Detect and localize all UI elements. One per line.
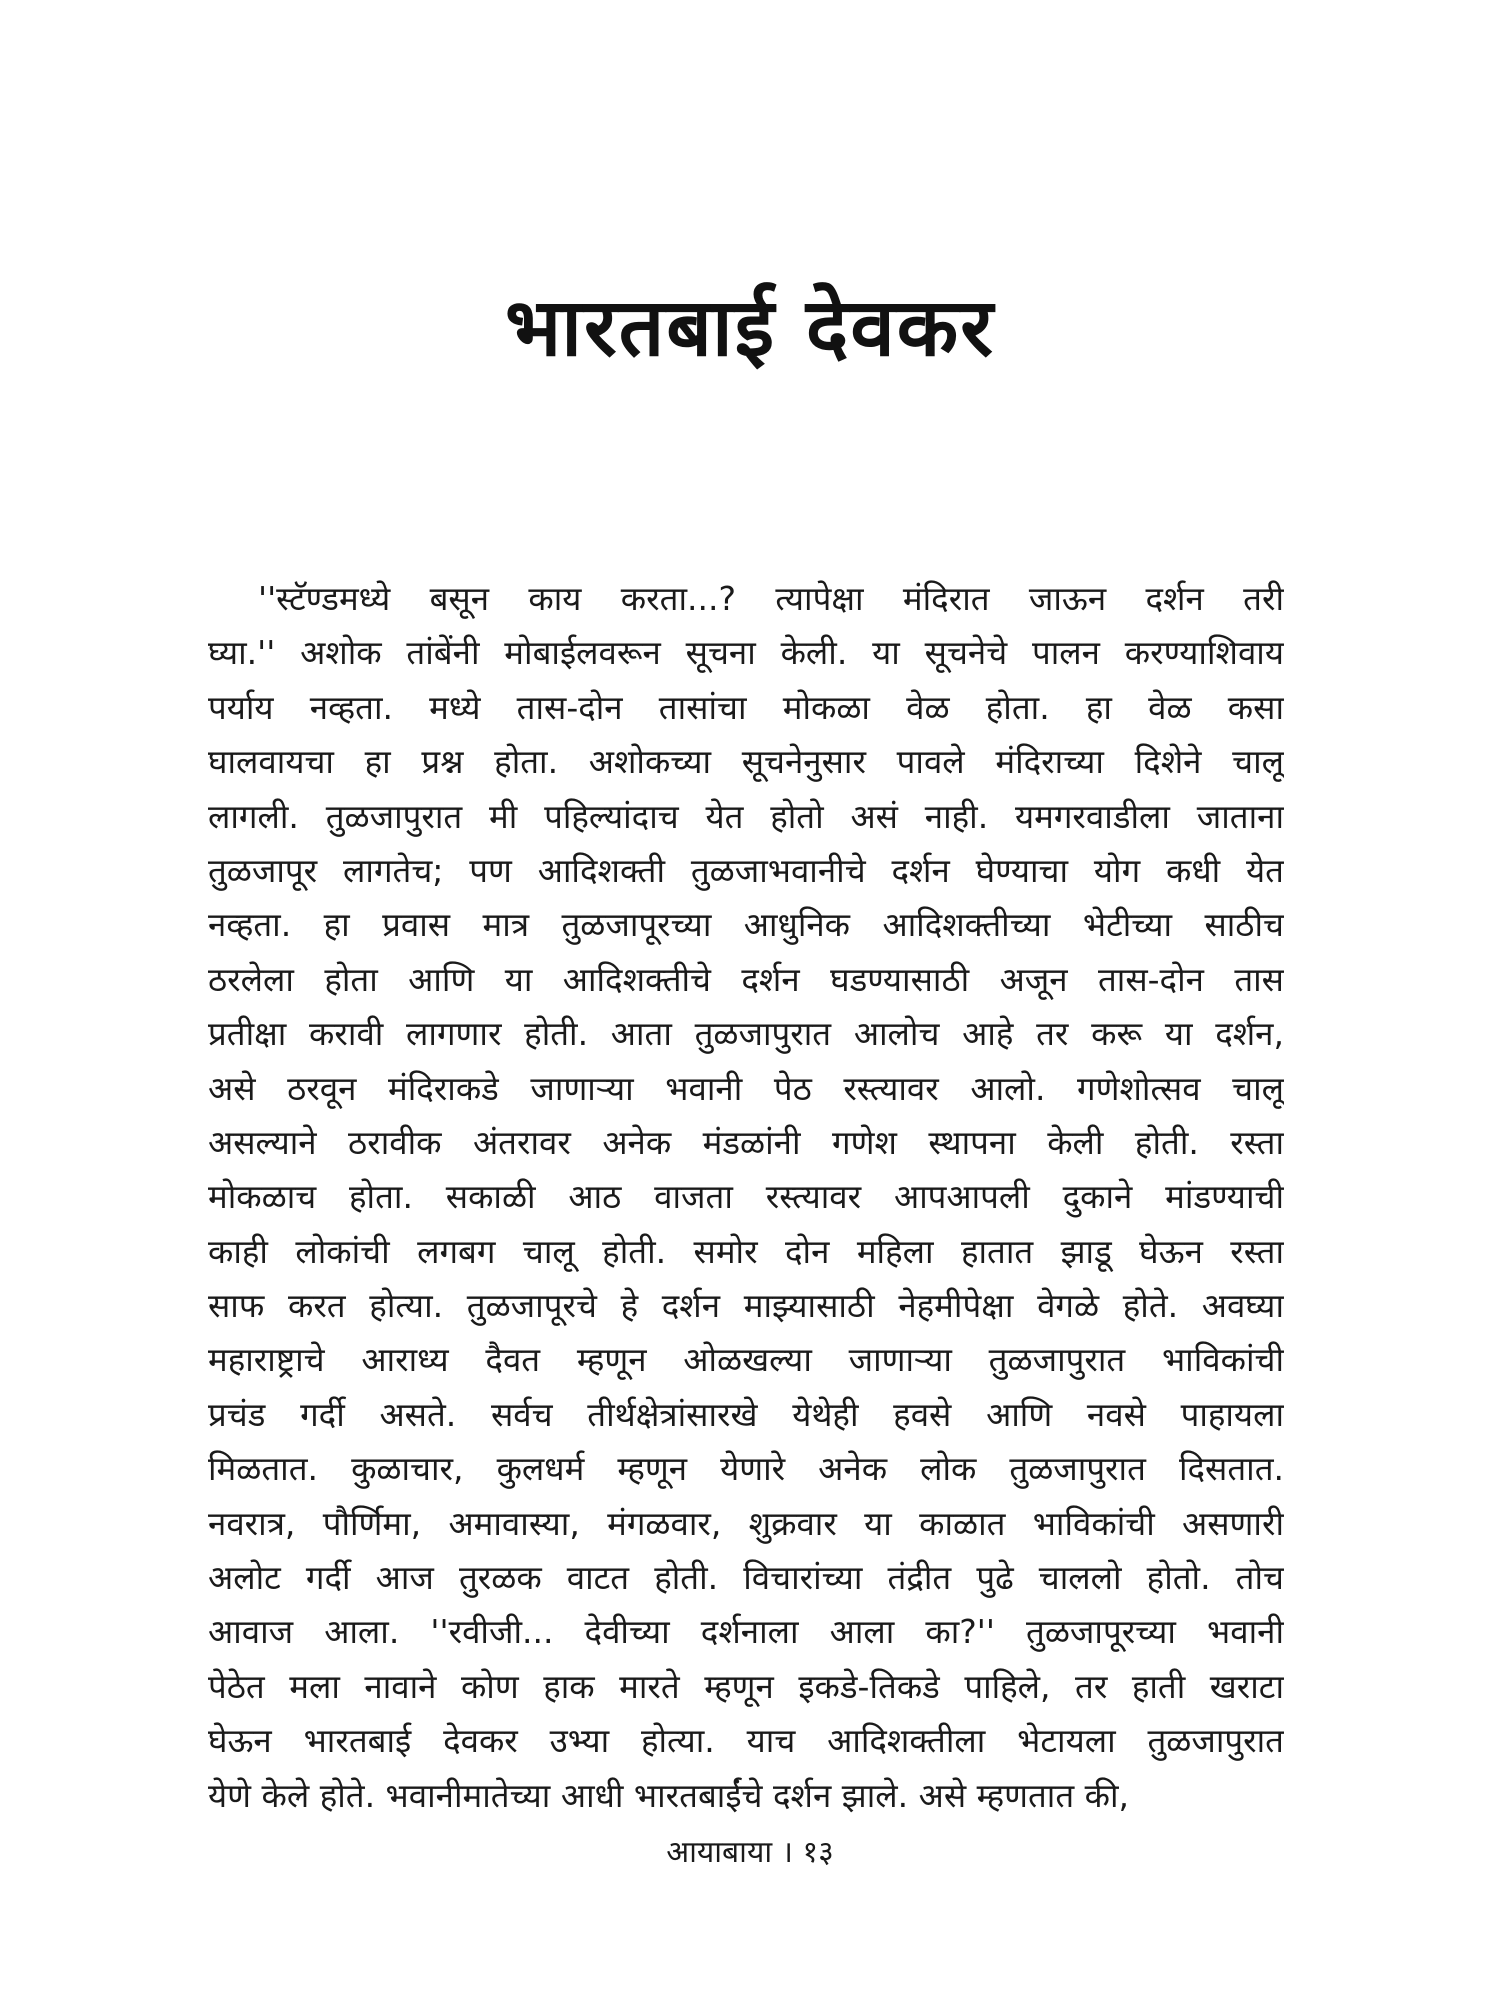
body-line: महाराष्ट्राचे आराध्य दैवत म्हणून ओळखल्या जाणाऱ्या तुळजापुरात भाविकांची: [208, 1340, 1284, 1380]
body-line: मिळतात. कुळाचार, कुलधर्म म्हणून येणारे अनेक लोक तुळजापुरात दिसतात.: [208, 1449, 1284, 1489]
body-line: असे ठरवून मंदिराकडे जाणाऱ्या भवानी पेठ रस्त्यावर आलो. गणेशोत्सव चालू: [208, 1068, 1284, 1108]
body-line: नव्हता. हा प्रवास मात्र तुळजापूरच्या आधुनिक आदिशक्तीच्या भेटीच्या साठीच: [208, 905, 1284, 945]
body-line: अलोट गर्दी आज तुरळक वाटत होती. विचारांच्या तंद्रीत पुढे चाललो होतो. तोच: [208, 1558, 1284, 1598]
page-footer: आयाबाया । १३: [666, 1835, 834, 1870]
body-text: [208, 572, 1284, 1823]
body-line: घेऊन भारतबाई देवकर उभ्या होत्या. याच आदिशक्तीला भेटायला तुळजापुरात: [208, 1721, 1284, 1761]
body-line: पेठेत मला नावाने कोण हाक मारते म्हणून इकडे-तिकडे पाहिले, तर हाती खराटा: [208, 1666, 1284, 1706]
body-line: प्रतीक्षा करावी लागणार होती. आता तुळजापुरात आलोच आहे तर करू या दर्शन,: [208, 1014, 1284, 1054]
body-line: आवाज आला. ''रवीजी... देवीच्या दर्शनाला आला का?'' तुळजापूरच्या भवानी: [208, 1612, 1284, 1652]
body-line: ''स्टॅण्डमध्ये बसून काय करता...? त्यापेक्षा मंदिरात जाऊन दर्शन तरी: [258, 579, 1284, 618]
body-line: नवरात्र, पौर्णिमा, अमावास्या, मंगळवार, शुक्रवार या काळात भाविकांची असणारी: [208, 1503, 1284, 1543]
body-line: असल्याने ठरावीक अंतरावर अनेक मंडळांनी गणेश स्थापना केली होती. रस्ता: [208, 1122, 1284, 1162]
chapter-title: भारतबाई देवकर: [505, 281, 995, 374]
body-line: तुळजापूर लागतेच; पण आदिशक्ती तुळजाभवानीचे दर्शन घेण्याचा योग कधी येत: [208, 850, 1284, 890]
body-line: मोकळाच होता. सकाळी आठ वाजता रस्त्यावर आपआपली दुकाने मांडण्याची: [208, 1177, 1284, 1217]
body-line: लागली. तुळजापुरात मी पहिल्यांदाच येत होतो असं नाही. यमगरवाडीला जाताना: [208, 796, 1284, 836]
body-line: घालवायचा हा प्रश्न होता. अशोकच्या सूचनेनुसार पावले मंदिराच्या दिशेने चालू: [208, 742, 1284, 782]
body-line: प्रचंड गर्दी असते. सर्वच तीर्थक्षेत्रांसारखे येथेही हवसे आणि नवसे पाहायला: [208, 1394, 1284, 1434]
body-line: पर्याय नव्हता. मध्ये तास-दोन तासांचा मोकळा वेळ होता. हा वेळ कसा: [208, 687, 1284, 727]
body-line: घ्या.'' अशोक तांबेंनी मोबाईलवरून सूचना केली. या सूचनेचे पालन करण्याशिवाय: [208, 633, 1284, 673]
body-line: येणे केले होते. भवानीमातेच्या आधी भारतबाईंचे दर्शन झाले. असे म्हणतात की,: [208, 1775, 1130, 1815]
body-line: ठरलेला होता आणि या आदिशक्तीचे दर्शन घडण्यासाठी अजून तास-दोन तास: [208, 959, 1284, 999]
body-line: साफ करत होत्या. तुळजापूरचे हे दर्शन माझ्यासाठी नेहमीपेक्षा वेगळे होते. अवघ्या: [208, 1286, 1284, 1326]
body-line: काही लोकांची लगबग चालू होती. समोर दोन महिला हातात झाडू घेऊन रस्ता: [208, 1231, 1284, 1271]
